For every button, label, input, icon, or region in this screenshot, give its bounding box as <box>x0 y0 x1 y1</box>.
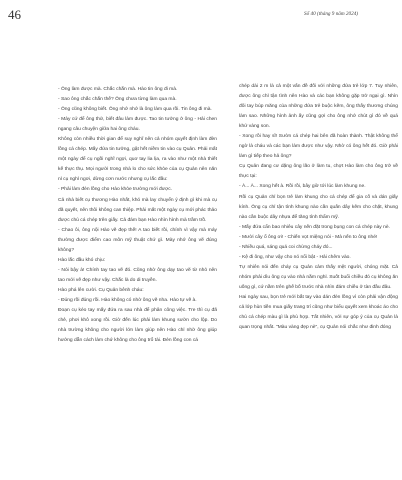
paragraph: - Xong rồi hay sĩ! Sườn cá chép hai bên đã hoàn thành. Thật không thể ngờ là cháu và các bạn làm được như vậy. Nhờ có ông hết đó. Giờ phải làm gì tiếp theo hả ông? <box>239 134 398 160</box>
paragraph: chép dài 2 m là cả một vấn đề đối với những đứa trẻ lớp 7. Tuy nhiên, được ông chỉ tận tình nên Hào và các bạn không gặp trở ngại gì. Nhìn đôi tay búp măng của những đứa trẻ buộc kẽm, ông thấy thương chúng làm sao. Những hình ảnh ấy cũng gợi cho ông nhớ chút gì đó về quá khứ vàng son. <box>239 84 398 130</box>
paragraph: - Kệ đi ông, như vậy cho nó nổi bật - Hải chêm vào. <box>239 254 351 260</box>
paragraph: - Sao ông chắc chắn thế? Ông chưa từng làm qua mà. <box>58 97 177 103</box>
paragraph: - Ông cũng không biết. Ông nhớ nhớ là ông làm qua rồi. Tin ông đi mà. <box>58 107 212 113</box>
paragraph: Hào lắc đầu khó chịu: <box>58 257 106 263</box>
paragraph: - Mấy đứa cẩn bao nhiêu cây nến đặt trong bụng con cá chép này nè. <box>239 224 390 230</box>
paragraph: - Đúng rồi đúng rồi. Hào không có nhờ ông vẽ nha. Hào tự vẽ à. <box>58 297 197 303</box>
paragraph: Rồi cụ Quản chỉ bọn trẻ làm khung cho cá chép để gia cố và dán giấy kính. Ông cụ chỉ tận tình khung nào cần quấn dây kẽm cho chặt, khung nào cần buộc dây nhựa để tăng tính thẩm mỹ. <box>239 194 398 220</box>
paragraph: Không còn nhiều thời gian để suy nghĩ nên cả nhóm quyết định làm đèn lồng cá chép. Mấy đứa tin tưởng, gật hết niềm tin vào cụ Quản. Phải mất một ngày để cụ ngồi nghĩ ngợi, quơ tay lia lịa, ra vào như một nhà thiết kế thực thụ. Mọi người trong nhà lo cho sức khỏe của cụ Quản nên năn nỉ cụ nghỉ ngơi, dừng cơn nước nhưng cụ lắc đầu: <box>58 137 217 183</box>
paragraph: - Phải làm đèn lồng cho Hào khỏe trường mới được. <box>58 187 173 193</box>
left-column <box>58 85 217 346</box>
paragraph: Hào phá lên cười. Cụ Quản bênh cháu: <box>58 287 144 293</box>
paragraph: - Mười cây ổ ông ơi! - Chiến vọt miệng nói - Mà nến to ông nhé! <box>239 234 378 240</box>
paragraph: - Chao ôi, ông nội Hào vẽ đẹp thế! A tao biết rồi, chính vì vậy mà máy thường được điểm cao môn mỹ thuật chứ gì. Mày nhớ ông vẽ đúng không? <box>58 227 217 253</box>
paragraph: - Nói bậy à! Chính tay tao vẽ đó. Cũng nhờ ông dạy tao vẽ từ nhỏ nên tao mới vẽ đẹp như vậy. Chắc là do di truyền. <box>58 267 217 283</box>
paragraph: Hai ngày sau, bọn trẻ mới bắt tay vào dán đèn lồng vì còn phải vận động cả lớp hùn tiền mua giấy trang trí cũng như biểu quyết xem khoác áo cho chú cá chép màu gì là phù hợp. Tất nhiên, với sự góp ý của cụ Quản là quan trọng nhất. "Màu vàng đẹp nè", cụ Quản nói chắc như đinh đóng <box>239 294 398 331</box>
paragraph: - Mày cứ để ông thử, biết đâu làm được. Tao tin tưởng ở ông - Hải chen ngang câu chuyện giữa hai ông cháu. <box>58 117 217 133</box>
paragraph: Cả nhà biết cụ thương Hào nhất, khó mà lay chuyển ý định gì khi mà cụ đã quyết, nên thôi không can thiệp. Phải mất một ngày cụ mới phác thảo được chú cá chép trên giấy. Cả đám bạn Hào nhìn hình mà trầm trồ. <box>58 197 217 223</box>
paragraph: - Ông làm được mà. Chắc chắn mà. Hào tin ông đi mà. <box>58 87 178 92</box>
issue-label: Số 40 (tháng 9 năm 2024) <box>304 11 359 17</box>
page-number: 46 <box>8 7 21 22</box>
paragraph: Tự nhiên nói đến cháy cụ Quản cảm thấy mệt người, chóng mặt. Cả nhóm phải dìu ông cụ vào nhà nằm nghỉ. Suốt buổi chiều đó cụ không ăn uống gì, cứ nằm trên ghế bố trước nhà nhìn đám chiều ở tàn đầu đâu. <box>239 264 398 290</box>
paragraph: - À... À... Xong hết à. Rồi rồi, bây giờ tới lúc làm khung ne. <box>239 184 366 190</box>
paragraph: Cụ Quản đang cư dặng ông lão ở làm tu, chợt Hào làm cho ông trở về thực tại: <box>239 164 398 180</box>
paragraph: Đoạn cụ kéo tay mấy đứa ra sau nhà để phân công việc. Tre thì cụ đã chẻ, phơi khô xong rồi. Giờ đến lúc phải làm khung sườn cho lộp. Do nhà trường không cho người lớn làm giúp nên Hào chỉ nhờ ông giúp hướng dẫn cách làm chứ không cho ông trổ tài. Đèn lồng con cá <box>58 308 217 344</box>
paragraph: - Nhiều quá, sáng quá coi chừng cháy đó... <box>239 244 333 250</box>
right-column <box>239 82 398 333</box>
